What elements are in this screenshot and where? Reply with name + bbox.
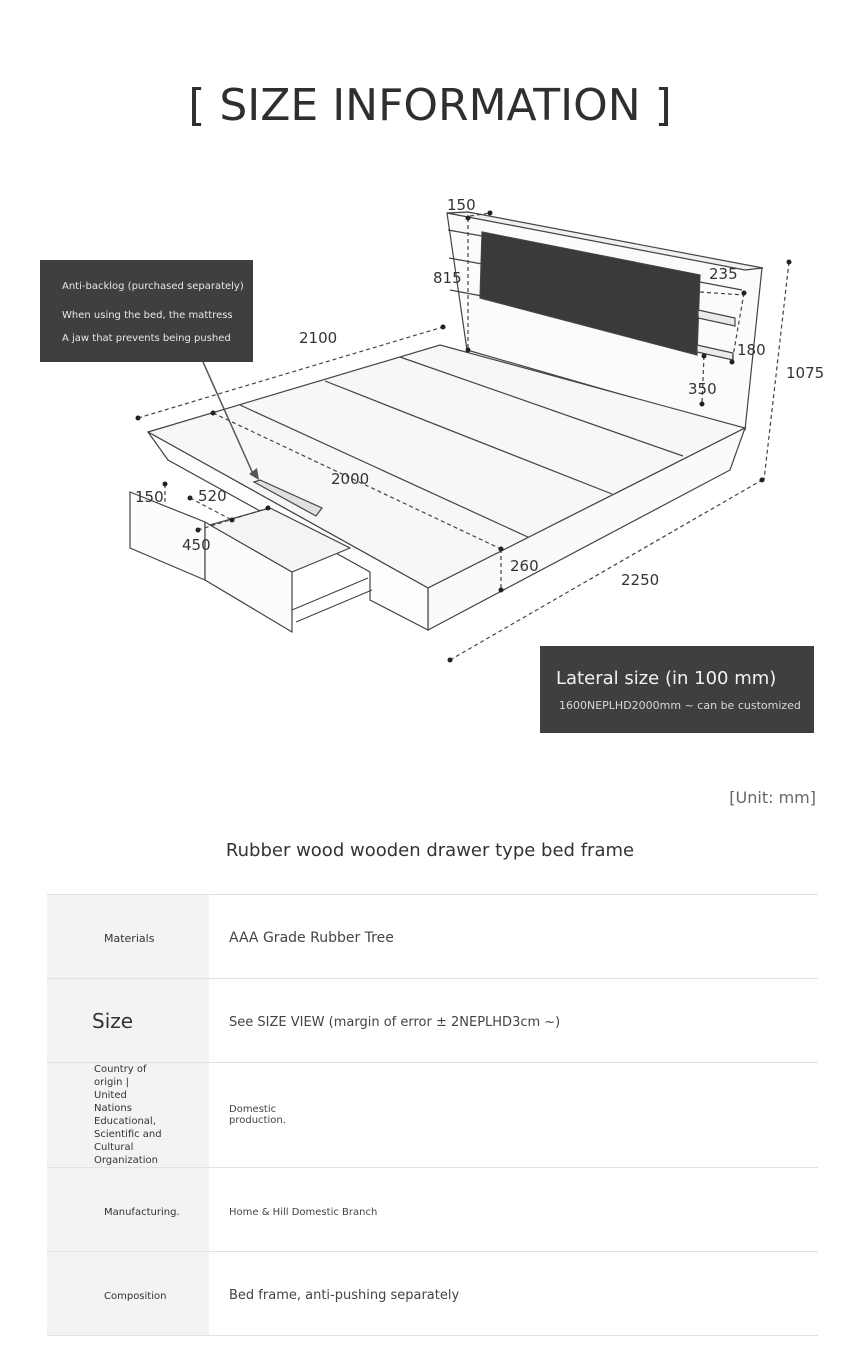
- dim-260: 260: [510, 557, 539, 575]
- dim-2250: 2250: [621, 571, 660, 589]
- table-row: [47, 1063, 818, 1168]
- drawer-rail-2: [296, 590, 372, 622]
- drawer-rail: [292, 578, 368, 610]
- dim-2000: 2000: [331, 470, 370, 488]
- spec-key-materials: Materials: [104, 932, 155, 945]
- spec-key-origin: Country of origin | United Nations Educational, Scientific and Cultural Organization: [94, 1064, 162, 1166]
- lateral-size-subtitle: 1600NEPLHD2000mm ~ can be customized: [559, 699, 801, 712]
- spec-value-size: See SIZE VIEW (margin of error ± 2NEPLHD3cm ~): [229, 1015, 561, 1030]
- anti-backlog-line2: When using the bed, the mattress: [62, 310, 233, 321]
- table-row: [47, 1252, 818, 1336]
- anti-backlog-callout: [40, 260, 253, 362]
- dim-150-top: 150: [447, 196, 476, 214]
- spec-table: [47, 894, 818, 1336]
- table-row: [47, 895, 818, 979]
- page-title: [ SIZE INFORMATION ]: [188, 80, 672, 131]
- anti-backlog-line3: A jaw that prevents being pushed: [62, 333, 231, 344]
- dim-1075: 1075: [786, 364, 825, 382]
- dim-815: 815: [433, 269, 462, 287]
- spec-value-origin: Domestic production.: [229, 1104, 286, 1126]
- lateral-size-title: Lateral size (in 100 mm): [556, 668, 777, 689]
- unit-label: [Unit: mm]: [729, 788, 816, 807]
- anti-backlog-line1: Anti-backlog (purchased separately): [62, 281, 244, 292]
- spec-key-composition: Composition: [104, 1291, 167, 1302]
- spec-value-materials: AAA Grade Rubber Tree: [229, 930, 394, 946]
- spec-value-composition: Bed frame, anti-pushing separately: [229, 1288, 460, 1303]
- spec-value-manufacturing: Home & Hill Domestic Branch: [229, 1207, 378, 1218]
- dim-520: 520: [198, 487, 227, 505]
- table-row: [47, 1168, 818, 1252]
- dim-180: 180: [737, 341, 766, 359]
- dim-235: 235: [709, 265, 738, 283]
- dim-450: 450: [182, 536, 211, 554]
- spec-key-manufacturing: Manufacturing.: [104, 1207, 180, 1218]
- lateral-size-callout: [540, 646, 814, 733]
- dim-350: 350: [688, 380, 717, 398]
- dim-150-drawer: 150: [135, 488, 164, 506]
- product-name: Rubber wood wooden drawer type bed frame: [225, 840, 635, 861]
- spec-key-size: Size: [92, 1008, 134, 1033]
- table-row: [47, 979, 818, 1063]
- dim-2100: 2100: [299, 329, 338, 347]
